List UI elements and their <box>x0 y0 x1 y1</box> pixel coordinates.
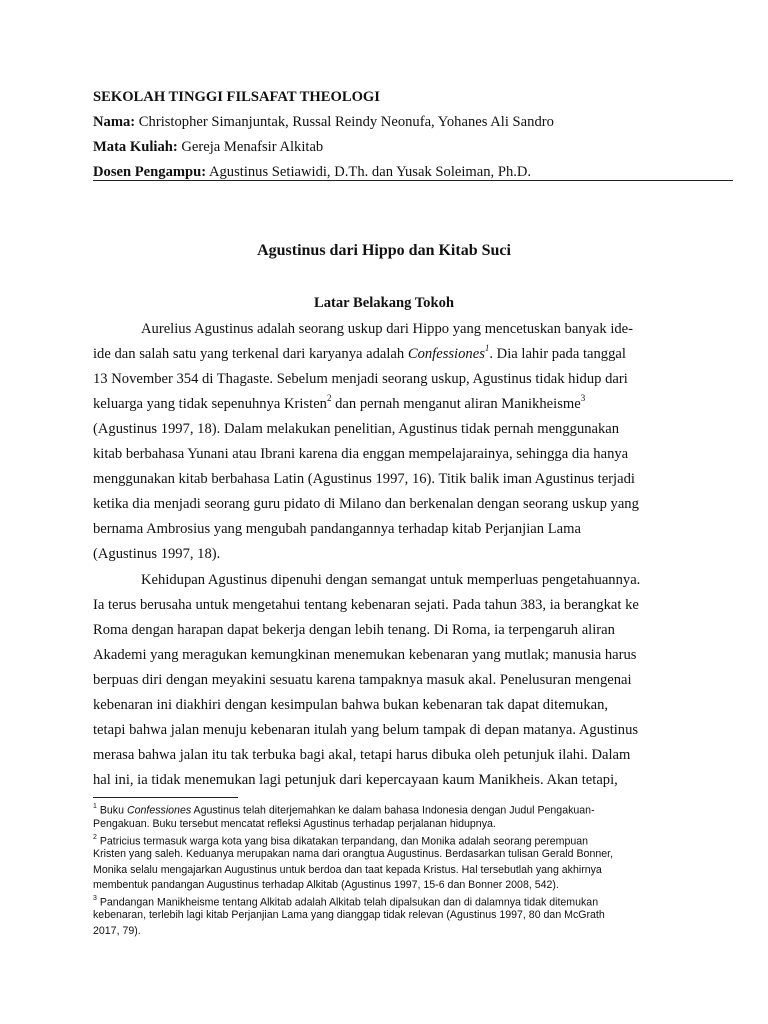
course-value: Gereja Menafsir Alkitab <box>177 139 324 155</box>
p1-line: (Agustinus 1997, 18). Dalam melakukan penelitian, Agustinus tidak pernah menggunakan <box>93 421 620 437</box>
p1-line: ketika dia menjadi seorang guru pidato di Milano dan berkenalan dengan seorang uskup yang <box>93 496 639 512</box>
footnote-2: $^2$ Patricius termasuk warga kota yang bisa dikatakan terpandang, dan Monika adalah seorang perempuan <box>93 834 589 848</box>
footnote-2-line: membentuk pandangan Augustinus terhadap Alkitab (Agustinus 1997, 15-6 dan Bonner 2008, 542). <box>93 879 559 891</box>
institution-heading: SEKOLAH TINGGI FILSAFAT THEOLOGI <box>93 89 380 105</box>
p1-line: keluarga yang tidak sepenuhnya Kristen$^2$ dan pernah menganut aliran Manikheisme$^3$ <box>93 393 586 412</box>
p1-line: Aurelius Agustinus adalah seorang uskup dari Hippo yang mencetuskan banyak ide- <box>141 321 634 337</box>
authors-line <box>93 113 733 131</box>
p2-line: kebenaran ini diakhiri dengan kesimpulan bahwa bukan kebenaran tak dapat ditemukan, <box>93 697 609 713</box>
p2-line: Ia terus berusaha untuk mengetahui tentang kebenaran sejati. Pada tahun 383, ia berangkat ke <box>93 597 639 613</box>
footnote-3-line: kebenaran, terlebih lagi kitab Perjanjian Lama yang dianggap tidak relevan (Agustinus 1997, 80 dan McGrath <box>93 909 605 921</box>
footnote-2-line: Kristen yang saleh. Keduanya merupakan nama dari orangtua Augustinus. Berdasarkan tulisan Gerald Bonner, <box>93 848 614 860</box>
authors-value: Christopher Simanjuntak, Russal Reindy Neonufa, Yohanes Ali Sandro <box>135 114 554 130</box>
course-label: Mata Kuliah: <box>93 139 178 155</box>
lecturer-label: Dosen Pengampu: <box>93 164 207 180</box>
lecturer-value: Agustinus Setiawidi, D.Th. dan Yusak Soleiman, Ph.D. <box>206 164 532 180</box>
p2-line: berpuas diri dengan meyakini sesuatu karena tampaknya masuk akal. Penelusuran mengenai <box>93 672 632 688</box>
p2-line: Kehidupan Agustinus dipenuhi dengan semangat untuk memperluas pengetahuannya. <box>141 572 641 588</box>
p2-line: hal ini, ia tidak menemukan lagi petunjuk dari kepercayaan kaum Manikheis. Akan tetapi, <box>93 772 618 788</box>
document-title: Agustinus dari Hippo dan Kitab Suci <box>257 242 511 259</box>
p1-line: kitab berbahasa Yunani atau Ibrani karena dia enggan mempelajarainya, sehingga dia hanya <box>93 446 629 462</box>
footnote-3: $^3$ Pandangan Manikheisme tentang Alkitab adalah Alkitab telah dipalsukan dan di dalamnya tidak ditemukan <box>93 895 599 909</box>
p2-line: Akademi yang meragukan kemungkinan menemukan kebenaran yang mutlak; manusia harus <box>93 647 637 663</box>
p1-line: menggunakan kitab berbahasa Latin (Agustinus 1997, 16). Titik balik iman Agustinus terjadi <box>93 471 635 487</box>
header-divider <box>93 180 733 181</box>
p1-line: bernama Ambrosius yang mengubah pandangannya terhadap kitab Perjanjian Lama <box>93 521 581 537</box>
p1-line: (Agustinus 1997, 18). <box>93 546 221 562</box>
footnote-3-line: 2017, 79). <box>93 925 141 937</box>
course-line <box>93 138 733 156</box>
p2-line: tetapi bahwa jalan menuju kebenaran itulah yang belum tampak di depan matanya. Agustinus <box>93 722 639 738</box>
p1-line: ide dan salah satu yang terkenal dari karyanya adalah Confessiones$^1$. Dia lahir pada tanggal <box>93 343 626 362</box>
section-heading: Latar Belakang Tokoh <box>313 295 455 311</box>
p2-line: Roma dengan harapan dapat bekerja dengan lebih tenang. Di Roma, ia terpengaruh aliran <box>93 622 615 638</box>
p2-line: merasa bahwa jalan itu tak terbuka bagi akal, tetapi harus dibuka oleh petunjuk ilahi. Dalam <box>93 747 631 763</box>
p1-line: 13 November 354 di Thagaste. Sebelum menjadi seorang uskup, Agustinus tidak hidup dari <box>93 371 628 387</box>
authors-label: Nama: <box>93 114 136 130</box>
lecturer-line <box>93 163 733 181</box>
footnote-2-line: Monika selalu mengajarkan Augustinus untuk berdoa dan taat kepada Kristus. Hal tersebutlah yang akhirnya <box>93 864 602 876</box>
footnote-divider <box>93 797 238 798</box>
footnote-1-line: Pengakuan. Buku tersebut mencatat refleksi Agustinus terhadap perjalanan hidupnya. <box>93 818 496 830</box>
footnote-1: $^1$ Buku Confessiones Agustinus telah diterjemahkan ke dalam bahasa Indonesia dengan Judul Pengakuan- <box>93 803 595 817</box>
